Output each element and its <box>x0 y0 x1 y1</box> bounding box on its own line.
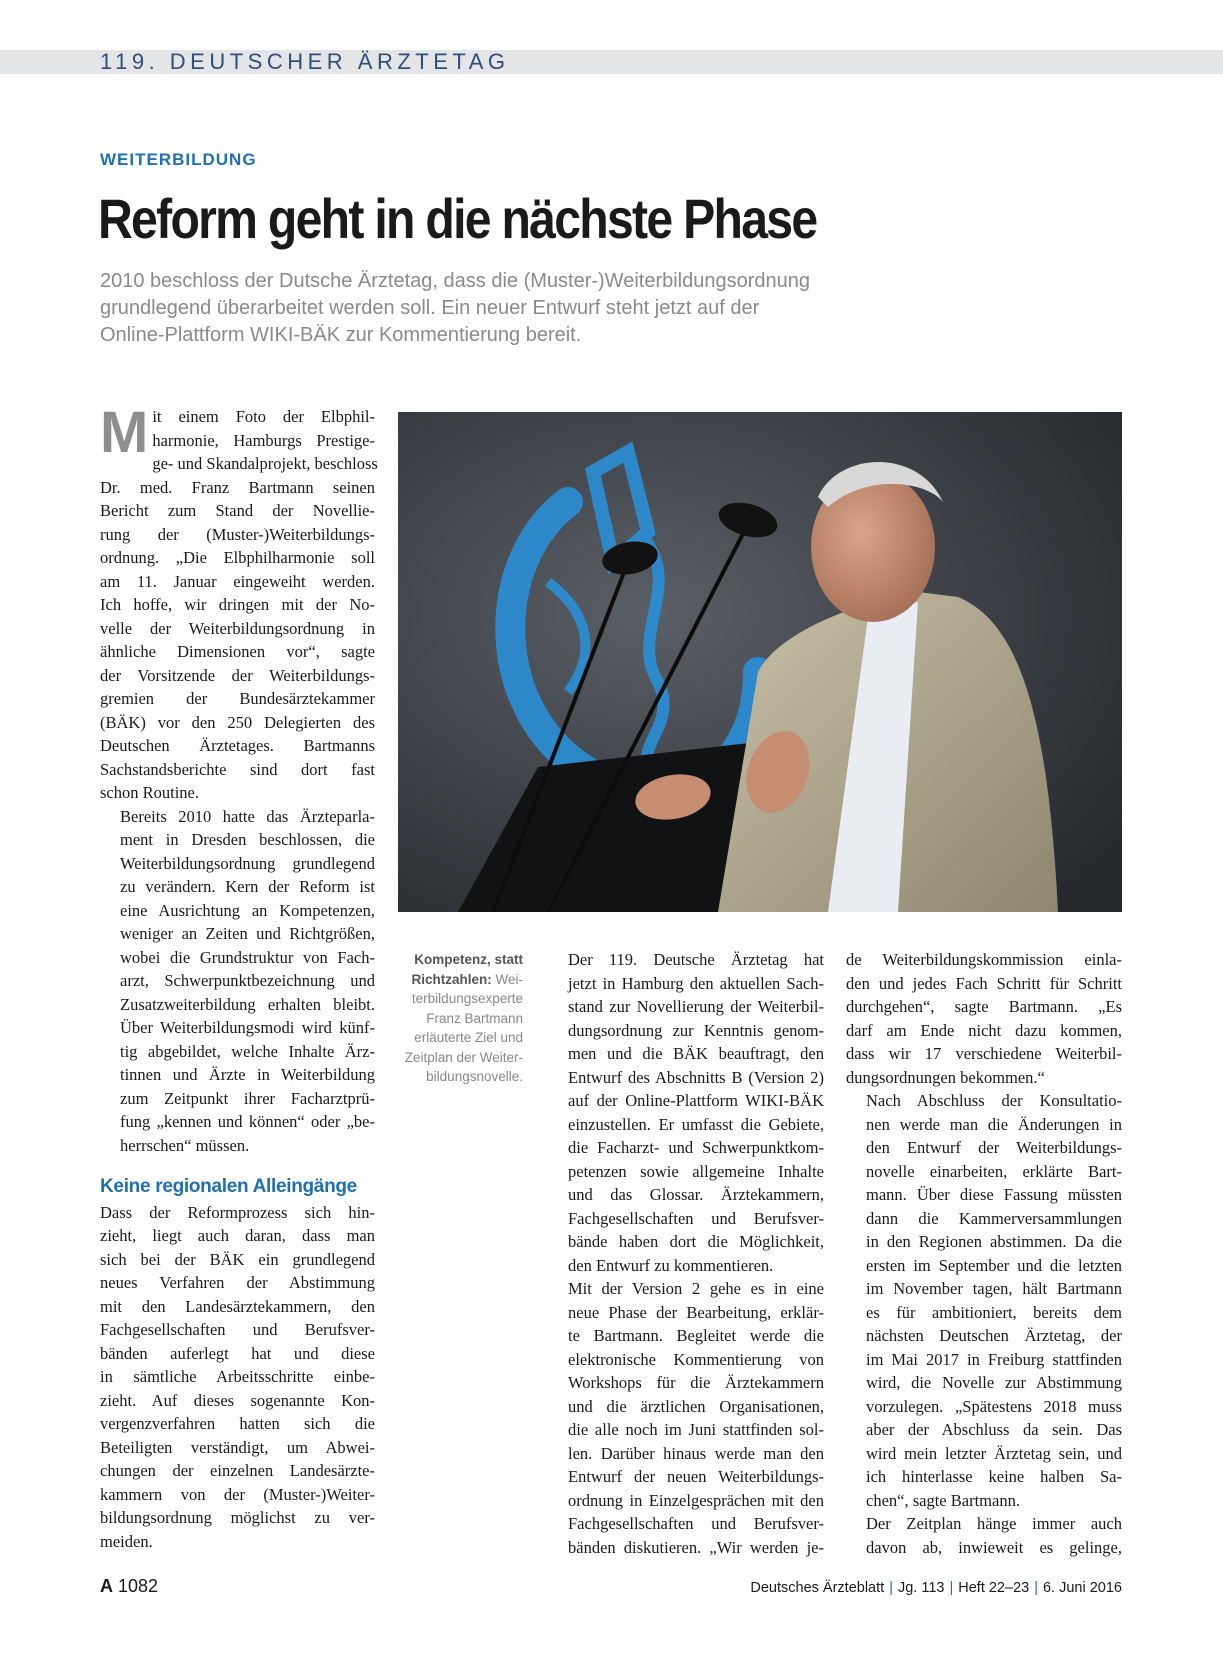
text-line: Beteiligten verständigt, um Abwei- <box>100 1437 375 1457</box>
text-line: Workshops für die Ärztekammern <box>568 1373 824 1392</box>
text-line: weniger an Zeiten und Richtgrößen, <box>120 924 375 943</box>
text-line: bildungsordnung möglichst zu ver- <box>100 1508 375 1527</box>
text-line: dann die Kammerversammlungen <box>866 1208 1122 1228</box>
journal-volume: Jg. 113 <box>897 1580 945 1596</box>
text-line: mann. Über diese Fassung müssten <box>866 1185 1122 1204</box>
caption-line: Zeitplan der Weiter- <box>404 1049 523 1065</box>
text-line: chungen der einzelnen Landesärzte- <box>100 1461 375 1480</box>
text-line: Der 119. Deutsche Ärztetag hat <box>568 950 824 969</box>
journal-issue: Heft 22–23 <box>958 1580 1030 1596</box>
text-line: tig abgebildet, welche Inhalte Ärz- <box>120 1041 375 1061</box>
text-line: Der Zeitplan hänge immer auch <box>866 1514 1122 1533</box>
text-line: Mit der Version 2 gehe es in eine <box>568 1279 824 1298</box>
text-line: die alle noch im Juni stattfinden sol- <box>568 1420 824 1439</box>
text-line: Fachgesellschaften und Berufsver- <box>568 1514 824 1533</box>
text-line: len. Darüber hinaus werde man den <box>568 1443 824 1463</box>
text-line: sich bei der BÄK ein grundlegend <box>100 1249 375 1269</box>
caption-line: terbildungsexperte <box>411 991 523 1006</box>
text-line: zu verändern. Kern der Reform ist <box>120 877 375 896</box>
paragraph <box>846 1089 1122 1512</box>
text-line: im Mai 2017 in Freiburg stattfinden <box>866 1349 1122 1369</box>
text-line: Nach Abschluss der Konsultatio- <box>866 1091 1122 1110</box>
text-line: Fachgesellschaften und Berufsver- <box>568 1208 824 1228</box>
text-line: darf am Ende nicht dazu kommen, <box>846 1020 1122 1040</box>
paragraph <box>100 805 375 1158</box>
article-teaser <box>100 268 1000 349</box>
text-line: eine Ausrichtung an Kompetenzen, <box>120 900 375 920</box>
text-line: Über Weiterbildungsmodi wird künf- <box>120 1018 375 1037</box>
page-number <box>100 1576 158 1597</box>
text-line: und die ärztlichen Organisationen, <box>568 1396 824 1416</box>
dropcap-letter: M <box>100 400 149 465</box>
text-line: wird mein letzter Ärztetag sein, und <box>866 1443 1122 1463</box>
article-kicker: WEITERBILDUNG <box>100 150 257 169</box>
text-line: den und jedes Fach Schritt für Schritt <box>846 973 1122 993</box>
text-line: rung der (Muster-)Weiterbildungs- <box>100 524 375 544</box>
text-line: die Facharzt- und Schwerpunktkom- <box>568 1138 824 1157</box>
footer-separator: | <box>889 1580 893 1596</box>
section-title: 119. DEUTSCHER ÄRZTETAG <box>100 49 510 74</box>
article-column-1 <box>100 400 378 1553</box>
text-line: meiden. <box>100 1531 153 1551</box>
text-line: einzustellen. Er umfasst die Gebiete, <box>568 1114 824 1134</box>
text-line: den Entwurf zu kommentieren. <box>568 1255 774 1275</box>
article-photo-speaker <box>398 412 1122 912</box>
text-line: fung „kennen und können“ oder „be- <box>120 1112 375 1131</box>
text-line: Entwurf des Abschnitts B (Version 2) <box>568 1067 824 1087</box>
text-line: zum Zeitpunkt ihrer Facharztprü- <box>120 1088 375 1108</box>
text-line: bänden diskutieren. „Wir werden je- <box>568 1537 824 1557</box>
text-line: zieht. Auf dieses sogenannte Kon- <box>100 1390 375 1410</box>
text-line: bände haben dort die Möglichkeit, <box>568 1232 824 1251</box>
text-line: te Bartmann. Begleitet werde die <box>568 1326 824 1345</box>
paragraph <box>846 948 1122 1089</box>
text-line: mit den Landesärztekammern, den <box>100 1296 375 1316</box>
caption-line: Wei- <box>491 971 523 987</box>
journal-footer <box>750 1580 1122 1596</box>
text-line: zieht, liegt auch daran, dass man <box>100 1226 375 1245</box>
text-line: davon ab, inwieweit es gelinge, <box>866 1537 1122 1557</box>
text-line: schon Routine. <box>100 783 199 802</box>
text-line: de Weiterbildungskommission einla- <box>846 950 1122 969</box>
speaker-photo-illustration <box>398 412 1122 912</box>
text-line: durchgehen“, sagte Bartmann. „Es <box>846 997 1122 1016</box>
text-line: nen werde man die Änderungen in <box>866 1114 1122 1134</box>
text-line: in sämtliche Arbeitsschritte einbe- <box>100 1367 375 1386</box>
text-line: es für ambitioniert, bereits dem <box>866 1302 1122 1322</box>
text-line: neue Phase der Bearbeitung, erklär- <box>568 1302 824 1322</box>
footer-separator: | <box>949 1580 954 1596</box>
text-line: in den Regionen abstimmen. Da die <box>866 1232 1122 1251</box>
text-line: ähnliche Dimensionen vor“, sagte <box>100 642 375 661</box>
text-line: velle der Weiterbildungsordnung in <box>100 618 375 638</box>
text-line: elektronische Kommentierung von <box>568 1349 824 1369</box>
caption-bold-line: Richtzahlen: <box>411 971 492 987</box>
text-line: Sachstandsberichte sind dort fast <box>100 759 375 779</box>
text-line: dungsordnung zur Kenntnis genom- <box>568 1020 824 1040</box>
subheading: Keine regionalen Alleingänge <box>100 1176 357 1197</box>
text-line: wird, die Novelle zur Abstimmung <box>866 1373 1122 1392</box>
text-line: novelle einarbeiten, erklärte Bart- <box>866 1161 1122 1181</box>
text-line: (BÄK) vor den 250 Delegierten des <box>100 712 375 732</box>
footer-separator: | <box>1034 1580 1038 1596</box>
text-line: Dass der Reformprozess sich hin- <box>100 1202 375 1222</box>
caption-bold-line: Kompetenz, statt <box>414 952 523 967</box>
text-line: ordnung. „Die Elbphilharmonie soll <box>100 548 375 567</box>
caption-line: erläuterte Ziel und <box>414 1030 523 1045</box>
text-line: ge- und Skandalprojekt, beschloss <box>152 454 378 473</box>
text-line: ersten im September und die letzten <box>866 1255 1122 1275</box>
text-line: Entwurf der neuen Weiterbildungs- <box>568 1467 824 1486</box>
text-line: Weiterbildungsordnung grundlegend <box>120 853 375 873</box>
text-line: vorzulegen. „Spätestens 2018 muss <box>866 1396 1122 1416</box>
text-line: petenzen sowie allgemeine Inhalte <box>568 1161 824 1181</box>
text-line: tinnen und Ärzte in Weiterbildung <box>120 1065 375 1084</box>
text-line: gremien der Bundesärztekammer <box>100 689 375 708</box>
text-line: ordnung in Einzelgesprächen mit den <box>568 1490 824 1510</box>
text-line: men und die BÄK beauftragt, den <box>568 1044 824 1063</box>
caption-line: bildungsnovelle. <box>426 1069 523 1084</box>
teaser-line: grundlegend überarbeitet werden soll. Ein neuer Entwurf steht jetzt auf der <box>100 297 760 319</box>
text-line: der Vorsitzende der Weiterbildungs- <box>100 665 375 685</box>
article-column-2 <box>548 948 824 1559</box>
paragraph-intro <box>100 400 378 805</box>
text-line: aber der Abschluss da sein. Das <box>866 1420 1122 1439</box>
teaser-line: 2010 beschloss der Dutsche Ärztetag, dass die (Muster-)Weiterbildungsordnung <box>100 270 810 292</box>
text-line: Dr. med. Franz Bartmann seinen <box>100 477 375 497</box>
page-prefix: A <box>100 1576 113 1596</box>
text-line: Ich hoffe, wir dringen mit der No- <box>100 595 375 614</box>
teaser-line: Online-Plattform WIKI-BÄK zur Kommentierung bereit. <box>100 324 582 346</box>
text-line: Bereits 2010 hatte das Ärzteparla- <box>120 806 375 826</box>
journal-date: 6. Juni 2016 <box>1042 1580 1122 1596</box>
article-column-3 <box>846 948 1122 1559</box>
text-line: stand zur Novellierung der Weiterbil- <box>568 997 824 1016</box>
text-line: wobei die Grundstruktur von Fach- <box>120 947 375 967</box>
text-line: auf der Online-Plattform WIKI-BÄK <box>568 1091 824 1110</box>
text-line: chen“, sagte Bartmann. <box>866 1490 1020 1510</box>
text-line: harmonie, Hamburgs Prestige- <box>152 430 375 450</box>
text-line: dass wir 17 verschiedene Weiterbil- <box>846 1044 1122 1063</box>
page-number-value: 1082 <box>118 1576 159 1596</box>
paragraph <box>548 948 824 1277</box>
text-line: im November tagen, hält Bartmann <box>866 1279 1122 1298</box>
text-line: vergenzverfahren hatten sich die <box>100 1414 375 1433</box>
text-line: bänden auferlegt hat und diese <box>100 1343 375 1363</box>
text-line: und das Glossar. Ärztekammern, <box>568 1185 824 1204</box>
text-line: ich hinterlasse keine halben Sa- <box>866 1467 1122 1486</box>
text-line: den Entwurf der Weiterbildungs- <box>866 1138 1122 1157</box>
text-line: herrschen“ müssen. <box>120 1135 250 1155</box>
text-line: neues Verfahren der Abstimmung <box>100 1273 375 1292</box>
text-line: ment in Dresden beschlossen, die <box>120 830 375 849</box>
article-headline: Reform geht in die nächste Phase <box>98 187 817 250</box>
photo-caption <box>395 950 523 1087</box>
text-line: Fachgesellschaften und Berufsver- <box>100 1320 375 1339</box>
text-line: dungsordnungen bekommen.“ <box>846 1067 1045 1087</box>
text-line: kammern von der (Muster-)Weiter- <box>100 1484 375 1504</box>
text-line: am 11. Januar eingeweiht werden. <box>100 571 375 591</box>
text-line: nächsten Deutschen Ärztetag, der <box>866 1326 1122 1345</box>
paragraph <box>100 1201 375 1554</box>
text-line: jetzt in Hamburg den aktuellen Sach- <box>568 973 824 993</box>
text-line: arzt, Schwerpunktbezeichnung und <box>120 971 375 990</box>
text-line: it einem Foto der Elbphil- <box>152 407 375 426</box>
text-line: Bericht zum Stand der Novellie- <box>100 501 375 520</box>
text-line: Deutschen Ärztetages. Bartmanns <box>100 736 375 755</box>
caption-line: Franz Bartmann <box>426 1010 523 1026</box>
paragraph <box>846 1512 1122 1559</box>
journal-name: Deutsches Ärzteblatt <box>750 1580 885 1596</box>
paragraph <box>548 1277 824 1559</box>
section-header-bar <box>0 50 1223 74</box>
text-line: Zusatzweiterbildung erhalten bleibt. <box>120 994 375 1014</box>
